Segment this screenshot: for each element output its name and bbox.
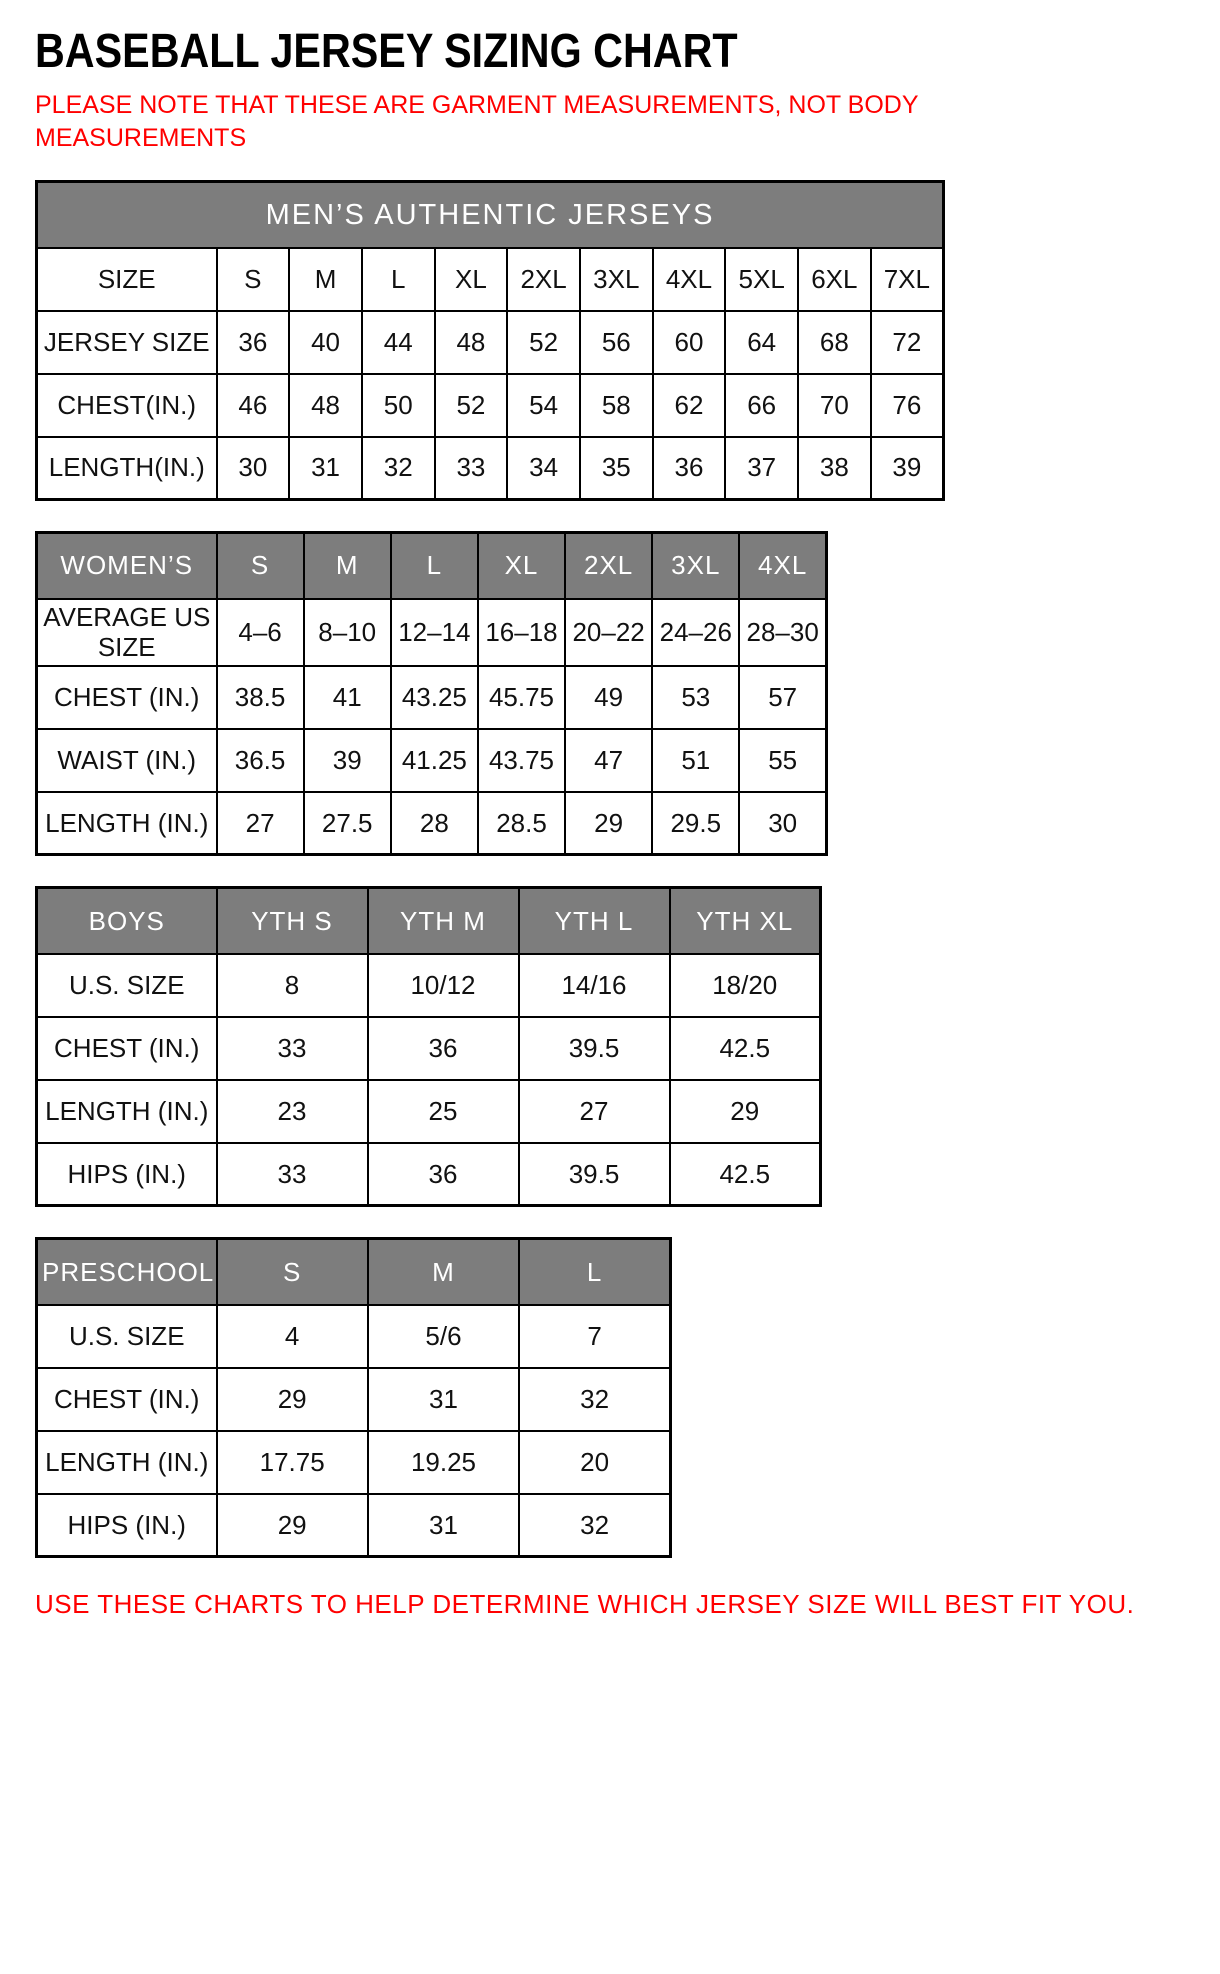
mens-value-cell: 38 <box>798 437 871 500</box>
womens-value-cell: 47 <box>565 729 652 792</box>
womens-value-cell: 27 <box>217 792 304 855</box>
womens-row-label: AVERAGE US SIZE <box>37 599 217 666</box>
womens-value-cell: 28.5 <box>478 792 565 855</box>
boys-row-label: HIPS (IN.) <box>37 1143 217 1206</box>
preschool-header-label: PRESCHOOL <box>37 1239 217 1305</box>
boys-value-cell: 14/16 <box>519 954 670 1017</box>
boys-value-cell: 33 <box>217 1143 368 1206</box>
boys-value-cell: 25 <box>368 1080 519 1143</box>
boys-size-column-header: YTH L <box>519 888 670 954</box>
mens-sizing-table <box>35 180 945 501</box>
boys-value-cell: 27 <box>519 1080 670 1143</box>
mens-value-cell: 32 <box>362 437 435 500</box>
womens-value-cell: 27.5 <box>304 792 391 855</box>
mens-value-cell: 7XL <box>871 248 944 311</box>
mens-value-cell: 66 <box>725 374 798 437</box>
boys-header-row <box>37 888 821 954</box>
womens-size-column-header: M <box>304 533 391 599</box>
preschool-value-cell: 29 <box>217 1368 368 1431</box>
womens-row-label: LENGTH (IN.) <box>37 792 217 855</box>
boys-size-column-header: YTH S <box>217 888 368 954</box>
preschool-value-cell: 5/6 <box>368 1305 519 1368</box>
womens-header-label: WOMEN’S <box>37 533 217 599</box>
preschool-row-label: CHEST (IN.) <box>37 1368 217 1431</box>
mens-value-cell: S <box>217 248 290 311</box>
mens-value-cell: 33 <box>435 437 508 500</box>
womens-value-cell: 4–6 <box>217 599 304 666</box>
womens-value-cell: 53 <box>652 666 739 729</box>
womens-value-cell: 12–14 <box>391 599 478 666</box>
mens-value-cell: 40 <box>289 311 362 374</box>
boys-value-cell: 42.5 <box>670 1143 821 1206</box>
preschool-header-row <box>37 1239 671 1305</box>
boys-header-label: BOYS <box>37 888 217 954</box>
boys-value-cell: 39.5 <box>519 1143 670 1206</box>
boys-value-cell: 39.5 <box>519 1017 670 1080</box>
mens-value-cell: 48 <box>435 311 508 374</box>
mens-value-cell: XL <box>435 248 508 311</box>
boys-data-row <box>37 1080 821 1143</box>
womens-value-cell: 16–18 <box>478 599 565 666</box>
boys-row-label: U.S. SIZE <box>37 954 217 1017</box>
mens-value-cell: 34 <box>507 437 580 500</box>
mens-data-row <box>37 437 944 500</box>
tables-section <box>35 180 1185 1558</box>
boys-row-label: CHEST (IN.) <box>37 1017 217 1080</box>
mens-value-cell: 5XL <box>725 248 798 311</box>
preschool-data-row <box>37 1494 671 1557</box>
preschool-sizing-table <box>35 1237 672 1558</box>
mens-banner: MEN’S AUTHENTIC JERSEYS <box>37 182 944 248</box>
mens-value-cell: 64 <box>725 311 798 374</box>
mens-value-cell: 39 <box>871 437 944 500</box>
preschool-size-column-header: S <box>217 1239 368 1305</box>
mens-value-cell: M <box>289 248 362 311</box>
womens-value-cell: 30 <box>739 792 826 855</box>
boys-value-cell: 18/20 <box>670 954 821 1017</box>
womens-value-cell: 20–22 <box>565 599 652 666</box>
page-title: BASEBALL JERSEY SIZING CHART <box>35 25 738 78</box>
mens-value-cell: 4XL <box>653 248 726 311</box>
womens-size-column-header: 3XL <box>652 533 739 599</box>
womens-header-row <box>37 533 827 599</box>
mens-banner-row <box>37 182 944 248</box>
preschool-data-row <box>37 1368 671 1431</box>
preschool-value-cell: 32 <box>519 1368 670 1431</box>
womens-value-cell: 24–26 <box>652 599 739 666</box>
preschool-value-cell: 31 <box>368 1494 519 1557</box>
mens-value-cell: 76 <box>871 374 944 437</box>
boys-value-cell: 10/12 <box>368 954 519 1017</box>
mens-value-cell: 2XL <box>507 248 580 311</box>
womens-size-column-header: S <box>217 533 304 599</box>
boys-value-cell: 36 <box>368 1017 519 1080</box>
mens-value-cell: 70 <box>798 374 871 437</box>
boys-value-cell: 33 <box>217 1017 368 1080</box>
mens-row-label: SIZE <box>37 248 217 311</box>
womens-size-column-header: XL <box>478 533 565 599</box>
mens-value-cell: 3XL <box>580 248 653 311</box>
preschool-value-cell: 32 <box>519 1494 670 1557</box>
mens-value-cell: 48 <box>289 374 362 437</box>
mens-value-cell: 54 <box>507 374 580 437</box>
preschool-row-label: LENGTH (IN.) <box>37 1431 217 1494</box>
mens-data-row <box>37 311 944 374</box>
boys-value-cell: 42.5 <box>670 1017 821 1080</box>
mens-value-cell: 56 <box>580 311 653 374</box>
preschool-row-label: HIPS (IN.) <box>37 1494 217 1557</box>
womens-data-row <box>37 729 827 792</box>
womens-data-row <box>37 666 827 729</box>
mens-value-cell: 6XL <box>798 248 871 311</box>
womens-sizing-table <box>35 531 828 856</box>
womens-value-cell: 39 <box>304 729 391 792</box>
mens-data-row <box>37 248 944 311</box>
preschool-value-cell: 4 <box>217 1305 368 1368</box>
womens-data-row <box>37 599 827 666</box>
womens-value-cell: 29 <box>565 792 652 855</box>
boys-value-cell: 29 <box>670 1080 821 1143</box>
mens-row-label: CHEST(IN.) <box>37 374 217 437</box>
mens-value-cell: 68 <box>798 311 871 374</box>
boys-data-row <box>37 1143 821 1206</box>
mens-row-label: LENGTH(IN.) <box>37 437 217 500</box>
womens-size-column-header: L <box>391 533 478 599</box>
boys-data-row <box>37 954 821 1017</box>
preschool-value-cell: 19.25 <box>368 1431 519 1494</box>
preschool-value-cell: 20 <box>519 1431 670 1494</box>
mens-value-cell: 36 <box>653 437 726 500</box>
mens-row-label: JERSEY SIZE <box>37 311 217 374</box>
boys-sizing-table <box>35 886 822 1207</box>
boys-data-row <box>37 1017 821 1080</box>
boys-value-cell: 23 <box>217 1080 368 1143</box>
mens-value-cell: 52 <box>507 311 580 374</box>
boys-value-cell: 8 <box>217 954 368 1017</box>
mens-value-cell: 60 <box>653 311 726 374</box>
fit-advice-note: USE THESE CHARTS TO HELP DETERMINE WHICH JERSEY SIZE WILL BEST FIT YOU. <box>35 1589 1135 1620</box>
womens-data-row <box>37 792 827 855</box>
womens-value-cell: 41 <box>304 666 391 729</box>
preschool-value-cell: 7 <box>519 1305 670 1368</box>
boys-size-column-header: YTH XL <box>670 888 821 954</box>
mens-value-cell: 52 <box>435 374 508 437</box>
womens-row-label: WAIST (IN.) <box>37 729 217 792</box>
womens-size-column-header: 2XL <box>565 533 652 599</box>
mens-value-cell: 30 <box>217 437 290 500</box>
womens-size-column-header: 4XL <box>739 533 826 599</box>
mens-data-row <box>37 374 944 437</box>
mens-value-cell: 37 <box>725 437 798 500</box>
womens-value-cell: 51 <box>652 729 739 792</box>
boys-value-cell: 36 <box>368 1143 519 1206</box>
mens-value-cell: 62 <box>653 374 726 437</box>
preschool-value-cell: 17.75 <box>217 1431 368 1494</box>
womens-value-cell: 55 <box>739 729 826 792</box>
garment-measurement-note: PLEASE NOTE THAT THESE ARE GARMENT MEASUREMENTS, NOT BODY MEASUREMENTS <box>35 91 919 152</box>
womens-value-cell: 57 <box>739 666 826 729</box>
womens-value-cell: 49 <box>565 666 652 729</box>
womens-value-cell: 41.25 <box>391 729 478 792</box>
mens-value-cell: 31 <box>289 437 362 500</box>
mens-value-cell: 44 <box>362 311 435 374</box>
preschool-value-cell: 31 <box>368 1368 519 1431</box>
mens-value-cell: 36 <box>217 311 290 374</box>
womens-value-cell: 29.5 <box>652 792 739 855</box>
womens-value-cell: 38.5 <box>217 666 304 729</box>
boys-size-column-header: YTH M <box>368 888 519 954</box>
preschool-size-column-header: M <box>368 1239 519 1305</box>
womens-value-cell: 8–10 <box>304 599 391 666</box>
womens-value-cell: 28–30 <box>739 599 826 666</box>
womens-value-cell: 43.75 <box>478 729 565 792</box>
womens-value-cell: 28 <box>391 792 478 855</box>
mens-value-cell: 58 <box>580 374 653 437</box>
mens-value-cell: 50 <box>362 374 435 437</box>
womens-value-cell: 45.75 <box>478 666 565 729</box>
preschool-value-cell: 29 <box>217 1494 368 1557</box>
preschool-data-row <box>37 1305 671 1368</box>
mens-value-cell: 46 <box>217 374 290 437</box>
mens-value-cell: 72 <box>871 311 944 374</box>
boys-row-label: LENGTH (IN.) <box>37 1080 217 1143</box>
mens-value-cell: 35 <box>580 437 653 500</box>
womens-row-label: CHEST (IN.) <box>37 666 217 729</box>
mens-value-cell: L <box>362 248 435 311</box>
womens-value-cell: 36.5 <box>217 729 304 792</box>
preschool-size-column-header: L <box>519 1239 670 1305</box>
preschool-row-label: U.S. SIZE <box>37 1305 217 1368</box>
preschool-data-row <box>37 1431 671 1494</box>
womens-value-cell: 43.25 <box>391 666 478 729</box>
